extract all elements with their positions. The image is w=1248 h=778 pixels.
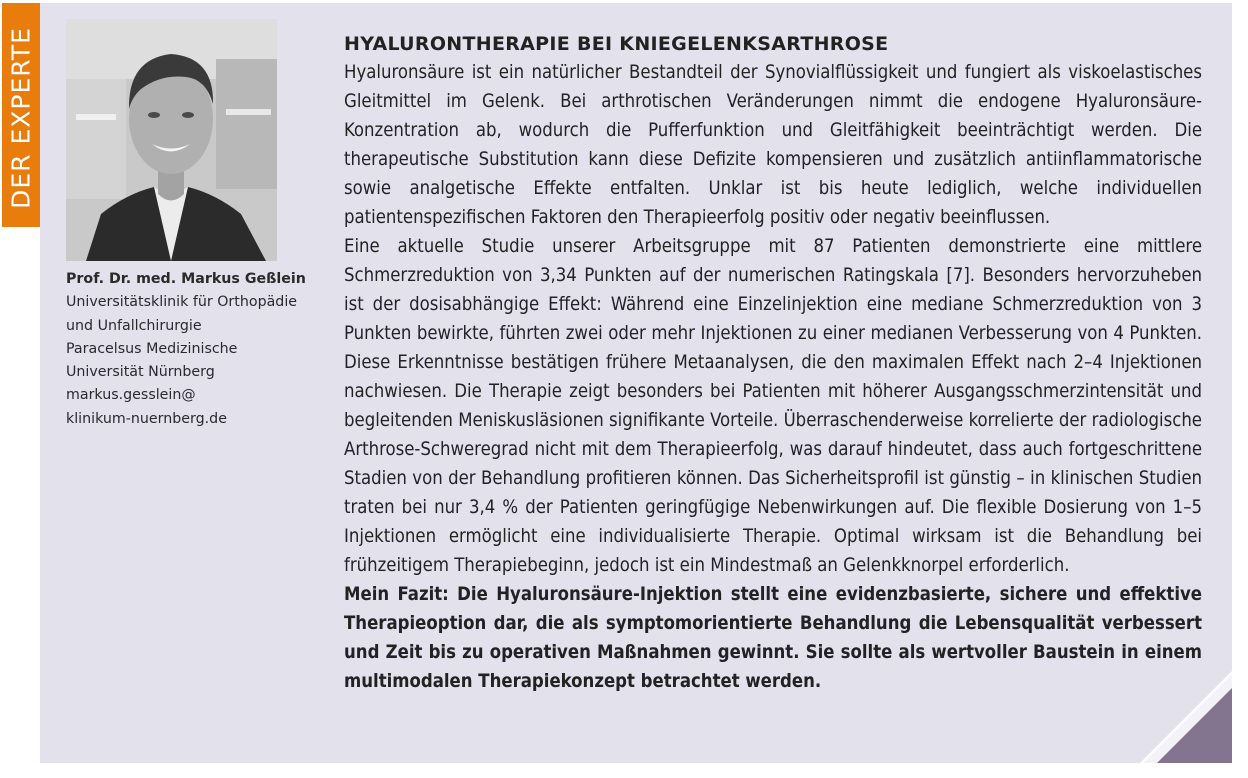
corner-fold-accent [1157,688,1232,763]
expert-email-line: klinikum-nuernberg.de [66,410,227,427]
expert-portrait [66,19,277,261]
affiliation-line: Paracelsus Medizinische [66,340,238,357]
expert-name: Prof. Dr. med. Markus Geßlein [66,271,306,287]
article-paragraph: Hyaluronsäure ist ein natürlicher Bestandteil der Synovialflüssigkeit und fungiert als viskoelastisches Gleitmittel im Gelenk. Bei arthrotischen Veränderungen nimmt die endogene Hyaluronsäure-Konzentration ab, wodurch die Pufferfunktion und Gleitfähigkeit beeinträchtigt werden. Die therapeutische Substitution kann diese Defizite kompensieren und zusätzlich antiinflammatorische sowie analgetische Effekte entfalten. Unklar ist bis heute lediglich, welche individuellen patientenspezifischen Faktoren den Therapieerfolg positiv oder negativ beeinflussen. [344,62,1202,228]
article-conclusion: Mein Fazit: Die Hyaluronsäure-Injektion stellt eine evidenzbasierte, sichere und effektive Therapieoption dar, die als symptomorientierte Behandlung die Lebensqualität verbessert und Zeit bis zu operativen Maßnahmen gewinnt. Sie sollte als wertvoller Baustein in einem multimodalen Therapiekonzept betrachtet werden. [344,584,1202,692]
section-tab-label: DER EXPERTE [6,27,36,209]
article-title: HYALURONTHERAPIE BEI KNIEGELENKSARTHROSE [344,33,889,55]
expert-email-line: markus.gesslein@ [66,387,196,404]
article [344,33,1202,696]
section-tab [2,3,40,227]
affiliation-line: und Unfallchirurgie [66,317,202,334]
affiliation-line: Universität Nürnberg [66,364,215,381]
expert-caption [66,268,326,431]
article-paragraph: Eine aktuelle Studie unserer Arbeitsgruppe mit 87 Patienten demonstrierte eine mittlere Schmerzreduktion von 3,34 Punkten auf der numerischen Ratingskala [7]. Besonders hervorzuheben ist der dosisabhängige Effekt: Während eine Einzelinjektion eine mediane Schmerzreduktion von 3 Punkten bewirkte, führten zwei oder mehr Injektionen zu einer medianen Verbesserung von 4 Punkten. Diese Erkenntnisse bestätigen frühere Metaanalysen, die den maximalen Effekt nach 2–4 Injektionen nachwiesen. Die Therapie zeigt besonders bei Patienten mit höherer Ausgangsschmerzintensität und begleitenden Meniskusläsionen signifikante Vorteile. Überraschenderweise korrelierte der radiologische Arthrose-Schweregrad nicht mit dem Therapieerfolg, was darauf hindeutet, dass auch fortgeschrittene Stadien von der Behandlung profitieren können. Das Sicherheitsprofil ist günstig – in klinischen Studien traten bei nur 3,4 % der Patienten geringfügige Nebenwirkungen auf. Die flexible Dosierung von 1–5 Injektionen ermöglicht eine individualisierte Therapie. Optimal wirksam ist die Behandlung bei frühzeitigem Therapiebeginn, jedoch ist ein Mindestmaß an Gelenkknorpel erforderlich. [344,236,1202,576]
affiliation-line: Universitätsklinik für Orthopädie [66,294,298,311]
